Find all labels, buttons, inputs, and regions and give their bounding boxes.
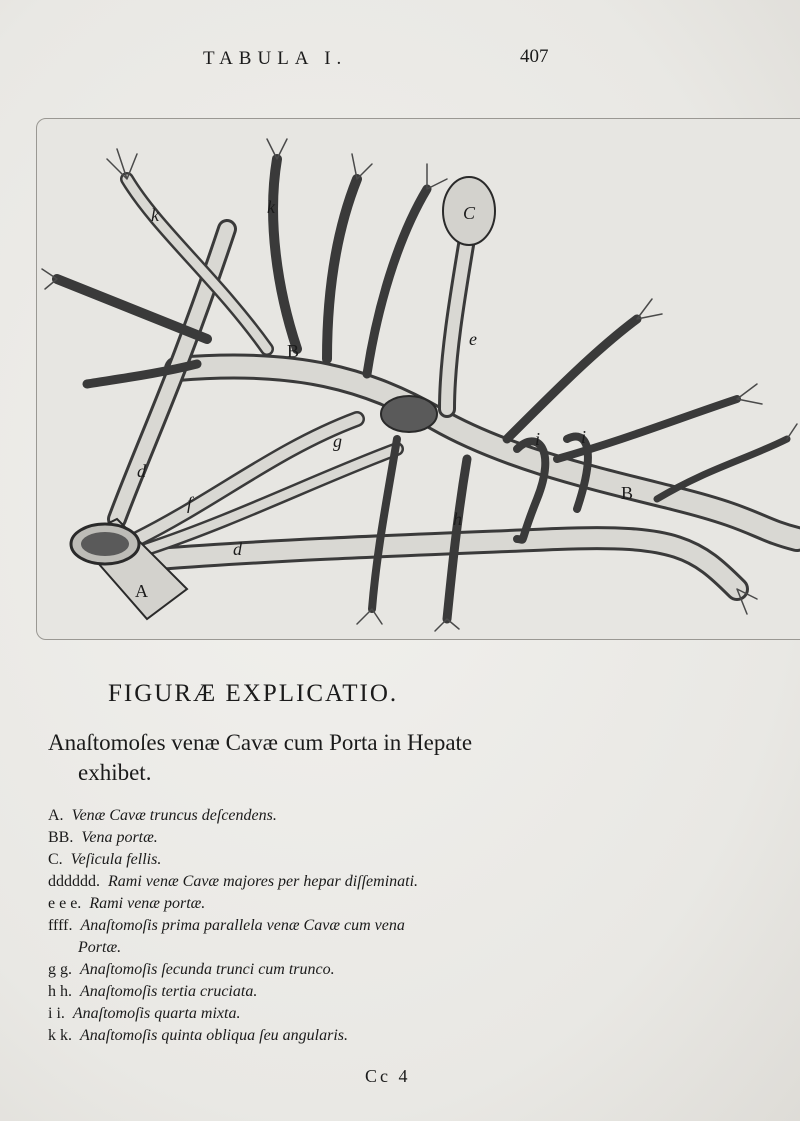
legend-item [48, 827, 608, 849]
vein-illustration [37, 119, 800, 639]
legend-item [48, 981, 608, 1003]
label-d: d [137, 461, 146, 481]
portal-branch-upper-3 [367, 189, 427, 374]
portal-branch-left [57, 279, 207, 339]
legend-text: Veſicula fellis. [70, 851, 162, 868]
legend-text: Vena portæ. [81, 829, 158, 846]
label-k: k [267, 197, 275, 217]
legend-item [48, 959, 608, 981]
legend-key: BB. [48, 829, 74, 846]
portal-branch-upper-2 [327, 179, 357, 359]
legend-text: Anaſtomoſis prima parallela venæ Cavæ cum vena [80, 917, 405, 934]
legend-key: ffff. [48, 917, 73, 934]
legend-text: Anaſtomoſis ſecunda trunci cum trunco. [80, 961, 335, 978]
intro-line-1: Anaſtomoſes venæ Cavæ cum Porta in Hepate [48, 730, 473, 755]
portal-branch-right-3 [657, 439, 787, 499]
legend-item [48, 849, 608, 871]
legend-key: C. [48, 851, 63, 868]
label-B: B [287, 341, 300, 361]
legend-key: h h. [48, 983, 72, 1000]
label-h: h [453, 509, 462, 529]
label-A: A [135, 581, 148, 601]
legend-key: k k. [48, 1027, 72, 1044]
legend-item [48, 1003, 608, 1025]
legend-item [48, 893, 608, 915]
portal-vein-opening [381, 396, 437, 432]
label-d: d [233, 539, 242, 559]
plate-header-title: TABULA I. [203, 48, 348, 69]
figure-explanation-title: FIGURÆ EXPLICATIO. [108, 680, 399, 707]
legend-key: g g. [48, 961, 72, 978]
legend-text: Venæ Cavæ truncus deſcendens. [71, 807, 277, 824]
portal-branch-upper-1 [273, 159, 297, 349]
legend-list [48, 805, 608, 1047]
label-i: i [535, 429, 541, 449]
label-f: f [187, 493, 193, 513]
legend-key: i i. [48, 1005, 65, 1022]
label-k: k [151, 205, 159, 225]
legend-key: A. [48, 807, 64, 824]
legend-item [48, 915, 608, 937]
page-number: 407 [520, 46, 549, 67]
legend-key: e e e. [48, 895, 82, 912]
label-i: i [581, 427, 587, 447]
anatomical-engraving [36, 118, 800, 640]
legend-item [48, 871, 608, 893]
intro-line-2: exhibet. [78, 760, 152, 785]
legend-text: Anaſtomoſis tertia cruciata. [80, 983, 258, 1000]
label-C: C [463, 203, 476, 223]
legend-text: Anaſtomoſis quarta mixta. [72, 1005, 241, 1022]
label-e: e [469, 329, 477, 349]
legend-text: Rami venæ portæ. [89, 895, 206, 912]
legend-key: dddddd. [48, 873, 100, 890]
figure-intro [48, 728, 578, 788]
portal-branch-right-1 [507, 319, 637, 439]
legend-item [48, 1025, 608, 1047]
legend-continuation: Portæ. [78, 939, 122, 956]
label-g: g [333, 431, 342, 451]
catchword-signature: Cc 4 [365, 1066, 411, 1086]
legend-text: Rami venæ Cavæ majores per hepar diſſeminati. [108, 873, 419, 890]
legend-item [48, 805, 608, 827]
label-B: B [621, 483, 634, 503]
legend-text: Anaſtomoſis quinta obliqua ſeu angularis. [80, 1027, 349, 1044]
